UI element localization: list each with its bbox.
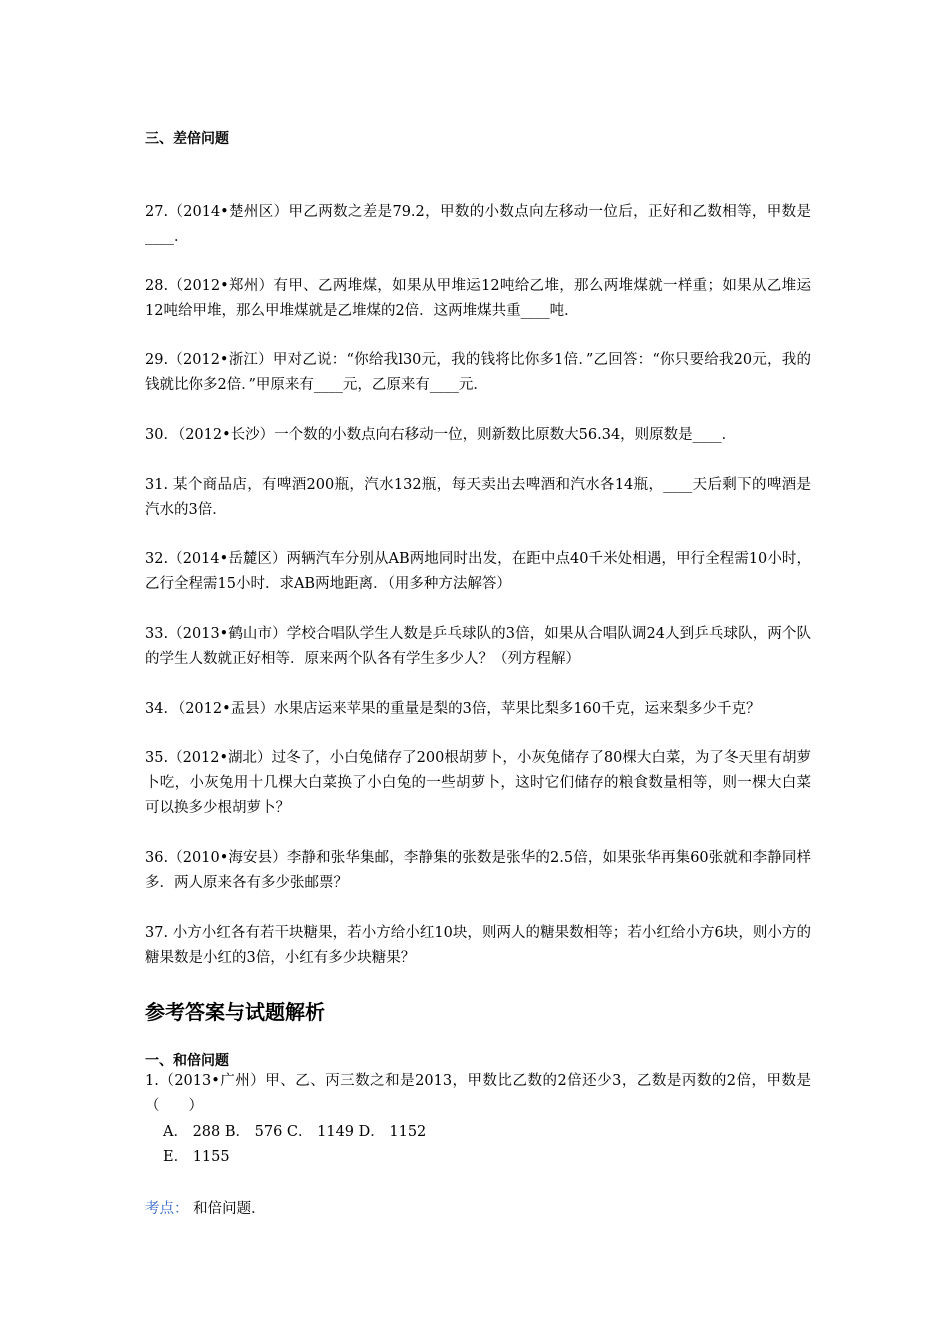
question-34: 34．（2012•盂县）水果店运来苹果的重量是梨的3倍，苹果比梨多160千克，运来梨多少千克？ [145,701,761,717]
section-heading-difference-multiple: 三、差倍问题 [145,131,229,147]
question-33: 33.（2013•鹤山市）学校合唱队学生人数是乒乓球队的3倍，如果从合唱队调24人到乒乓球队，两个队的学生人数就正好相等．原来两个队各有学生多少人？（列方程解） [145,626,811,667]
kaodian-row [145,1197,266,1218]
answer-options-line2: E． 1155 [163,1149,230,1165]
answer-options-line1: A． 288 B． 576 C． 1149 D． 1152 [163,1124,427,1140]
answers-heading: 参考答案与试题解析 [145,1000,325,1024]
question-35: 35.（2012•湖北）过冬了，小白兔储存了200根胡萝卜，小灰兔储存了80棵大白菜，为了冬天里有胡萝卜吃，小灰兔用十几棵大白菜换了小白兔的一些胡萝卜，这时它们储存的粮食数量相等，则一棵大白菜可以换多少根胡萝卜？ [145,750,811,816]
question-31: 31. 某个商品店，有啤酒200瓶，汽水132瓶，每天卖出去啤酒和汽水各14瓶，____天后剩下的啤酒是汽水的3倍． [145,477,811,518]
question-36: 36.（2010•海安县）李静和张华集邮，李静集的张数是张华的2.5倍，如果张华再集60张就和李静同样多．两人原来各有多少张邮票？ [145,850,811,891]
kaodian-value: 和倍问题． [193,1201,266,1217]
question-32: 32.（2014•岳麓区）两辆汽车分别从AB两地同时出发，在距中点40千米处相遇，甲行全程需10小时，乙行全程需15小时．求AB两地距离．（用多种方法解答） [145,551,811,592]
question-37: 37. 小方小红各有若干块糖果，若小方给小红10块，则两人的糖果数相等；若小红给小方6块，则小方的糖果数是小红的3倍，小红有多少块糖果？ [145,925,811,966]
answer-question-1: 1.（2013•广州）甲、乙、丙三数之和是2013，甲数比乙数的2倍还少3，乙数是丙数的2倍，甲数是（ ） [145,1073,811,1114]
question-27: 27.（2014•楚州区）甲乙两数之差是79.2，甲数的小数点向左移动一位后，正好和乙数相等，甲数是____． [145,204,811,245]
question-30: 30．（2012•长沙）一个数的小数点向右移动一位，则新数比原数大56.34，则原数是____． [145,427,737,443]
question-28: 28.（2012•郑州）有甲、乙两堆煤，如果从甲堆运12吨给乙堆，那么两堆煤就一样重；如果从乙堆运12吨给甲堆，那么甲堆煤就是乙堆煤的2倍．这两堆煤共重____吨． [145,278,811,319]
section-heading-sum-multiple: 一、和倍问题 [145,1053,229,1069]
kaodian-label: 考点： [145,1201,189,1217]
question-29: 29.（2012•浙江）甲对乙说：“你给我l30元，我的钱将比你多1倍．”乙回答：“你只要给我20元，我的钱就比你多2倍．”甲原来有____元，乙原来有____元． [145,352,811,393]
